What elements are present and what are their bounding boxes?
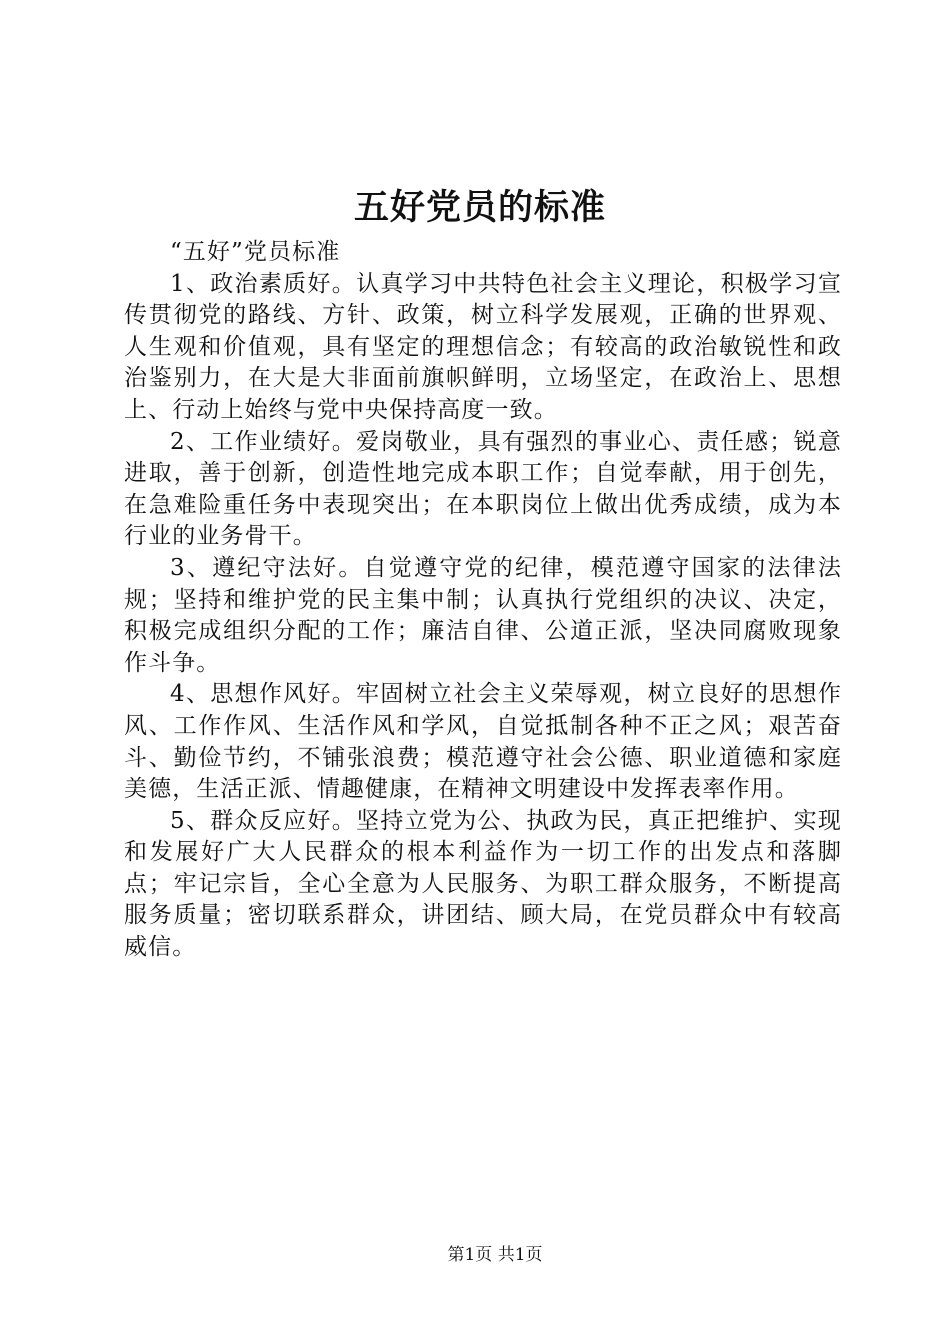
page-footer: 第1页 共1页 xyxy=(447,1245,543,1265)
document-subtitle: “五好”党员标准 xyxy=(170,239,341,265)
paragraph-1: 1、政治素质好。认真学习中共特色社会主义理论，积极学习宣传贯彻党的路线、方针、政策，树立科学发展观，正确的世界观、人生观和价值观，具有坚定的理想信念；有较高的政治敏锐性和政治鉴别力，在大是大非面前旗帜鲜明，立场坚定，在政治上、思想上、行动上始终与党中央保持高度一致。 xyxy=(124,270,842,423)
document-body xyxy=(124,237,842,964)
paragraph-2: 2、工作业绩好。爱岗敬业，具有强烈的事业心、责任感；锐意进取，善于创新，创造性地完成本职工作；自觉奉献，用于创先，在急难险重任务中表现突出；在本职岗位上做出优秀成绩，成为本行业的业务骨干。 xyxy=(124,428,842,550)
paragraph-5: 5、群众反应好。坚持立党为公、执政为民，真正把维护、实现和发展好广大人民群众的根本利益作为一切工作的出发点和落脚点；牢记宗旨，全心全意为人民服务、为职工群众服务，不断提高服务质量；密切联系群众，讲团结、顾大局，在党员群众中有较高威信。 xyxy=(124,807,842,961)
paragraph-4: 4、思想作风好。牢固树立社会主义荣辱观，树立良好的思想作风、工作作风、生活作风和学风，自觉抵制各种不正之风；艰苦奋斗、勤俭节约，不铺张浪费；模范遵守社会公德、职业道德和家庭美德，生活正派、情趣健康，在精神文明建设中发挥表率作用。 xyxy=(124,681,842,803)
document-title: 五好党员的标准 xyxy=(353,187,606,228)
paragraph-3: 3、遵纪守法好。自觉遵守党的纪律，模范遵守国家的法律法规；坚持和维护党的民主集中制；认真执行党组织的决议、决定，积极完成组织分配的工作；廉洁自律、公道正派，坚决同腐败现象作斗争。 xyxy=(124,554,842,676)
